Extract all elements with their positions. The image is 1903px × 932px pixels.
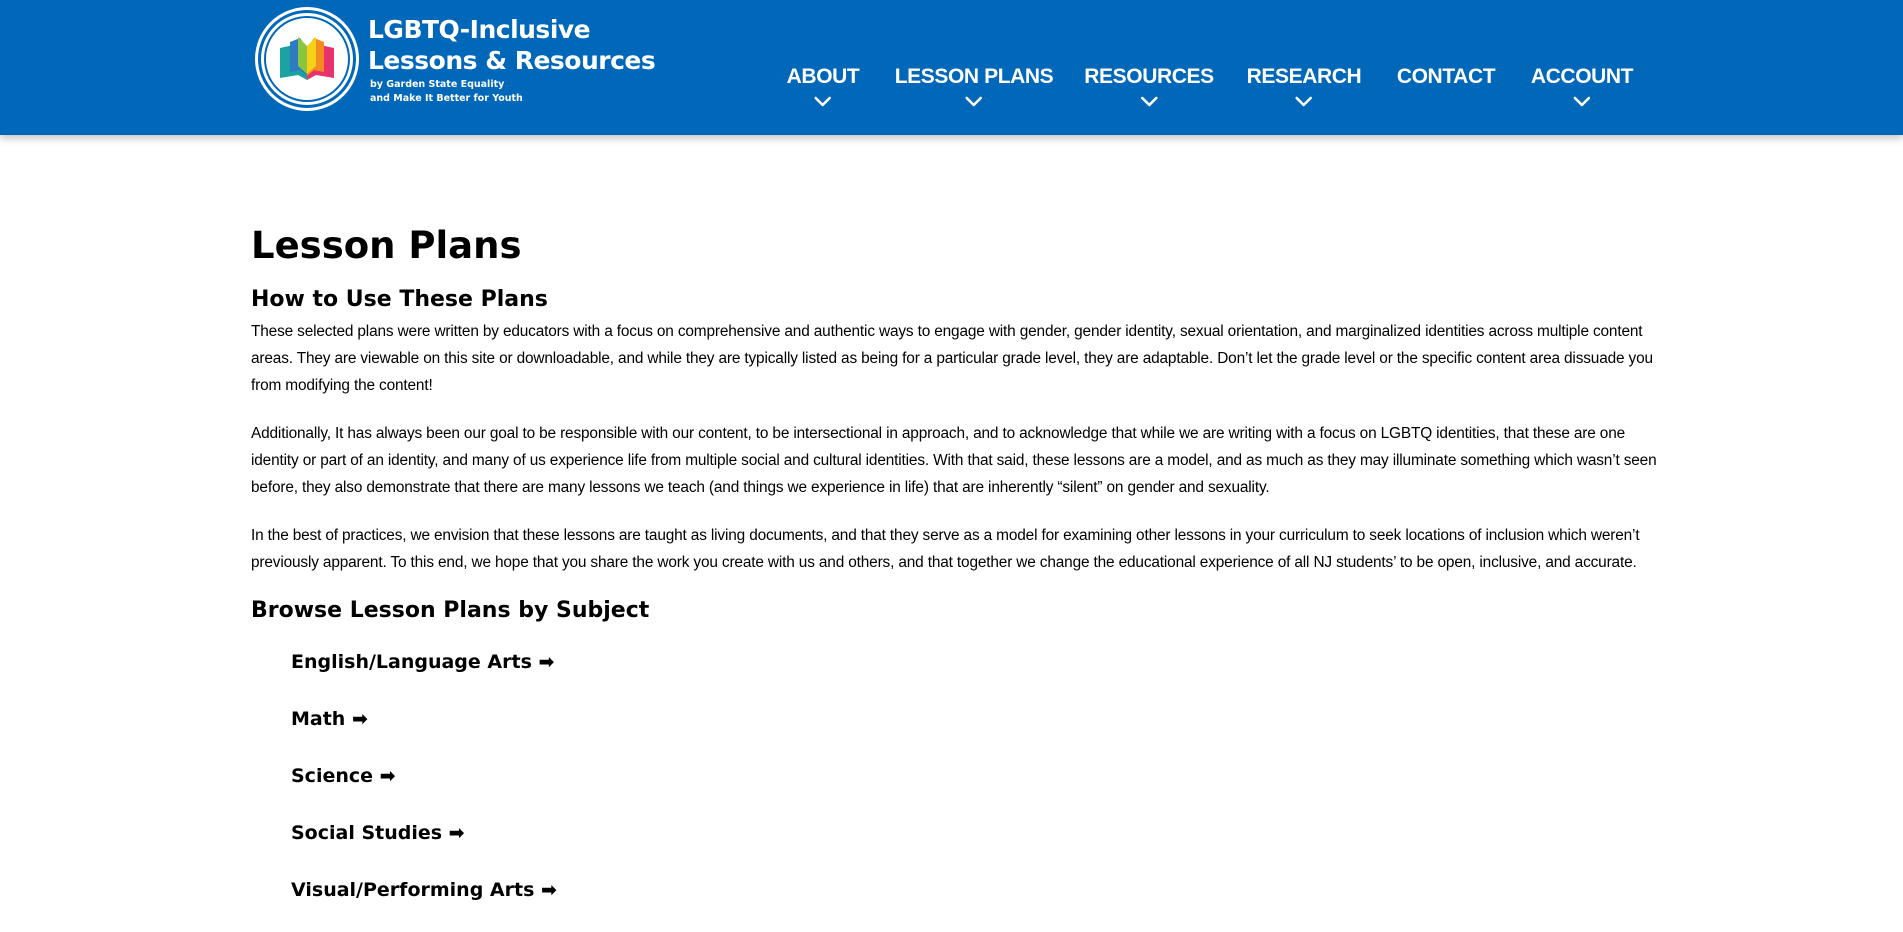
- list-item: [291, 818, 1661, 849]
- nav-account[interactable]: [1531, 62, 1633, 108]
- site-header: [0, 0, 1903, 135]
- nav-resources-label: RESOURCES: [1084, 65, 1214, 88]
- intro-paragraph-2: Additionally, It has always been our goal to be responsible with our content, to be intersectional in approach, and to acknowledge that while we are writing with a focus on LGBTQ identities, that these are one identity or part of an identity, and many of us experience life from multiple social and cultural identities. With that said, these lessons are a model, and as much as they may illuminate something which wasn’t seen before, they also demonstrate that there are many lessons we teach (and things we experience in life) that are inherently “silent” on gender and sexuality.: [251, 425, 1657, 496]
- section-heading-browse-by-subject: Browse Lesson Plans by Subject: [251, 598, 650, 623]
- logo-title-line1: LGBTQ-Inclusive: [368, 15, 591, 44]
- subject-link-english[interactable]: English/Language Arts ➡: [291, 651, 555, 673]
- nav-research[interactable]: [1247, 62, 1362, 108]
- intro-paragraph-1: These selected plans were written by educators with a focus on comprehensive and authentic ways to engage with gender, gender identity, sexual orientation, and marginalized identities across multiple content areas. They are viewable on this site or downloadable, and while they are typically listed as being for a particular grade level, they are adaptable. Don’t let the grade level or the specific content area dissuade you from modifying the content!: [251, 323, 1653, 394]
- nav-about[interactable]: [787, 62, 860, 108]
- nav-lesson-plans-label: LESSON PLANS: [894, 65, 1054, 88]
- subject-link-science[interactable]: Science ➡: [291, 765, 396, 787]
- page-title: Lesson Plans: [251, 224, 522, 267]
- logo-title-line2: Lessons & Resources: [368, 46, 656, 75]
- subject-link-math[interactable]: Math ➡: [291, 708, 368, 730]
- nav-account-label: ACCOUNT: [1530, 65, 1634, 88]
- nav-contact[interactable]: [1397, 62, 1495, 92]
- list-item: [291, 761, 1661, 792]
- logo-subtitle-line2: and Make It Better for Youth: [370, 93, 523, 104]
- chevron-down-icon: [965, 96, 983, 108]
- chevron-down-icon: [1295, 96, 1313, 108]
- chevron-down-icon: [814, 96, 832, 108]
- nav-contact-label: CONTACT: [1396, 65, 1496, 88]
- chevron-down-icon: [1140, 96, 1158, 108]
- list-item: [291, 875, 1661, 906]
- nav-resources[interactable]: [1084, 62, 1213, 108]
- nav-about-label: ABOUT: [786, 65, 860, 88]
- nav-research-label: RESEARCH: [1246, 65, 1362, 88]
- intro-paragraph-3: In the best of practices, we envision that these lessons are taught as living documents, and that they serve as a model for examining other lessons in your curriculum to seek locations of inclusion which weren’t previously apparent. To this end, we hope that you share the work you create with us and others, and that together we change the educational experience of all NJ students’ to be open, inclusive, and accurate.: [251, 527, 1640, 571]
- logo-subtitle-line1: by Garden State Equality: [370, 79, 505, 90]
- main-content: [251, 220, 1661, 932]
- subject-link-social-studies[interactable]: Social Studies ➡: [291, 822, 465, 844]
- subject-list: [291, 647, 1661, 906]
- list-item: [291, 704, 1661, 735]
- subject-link-visual-performing-arts[interactable]: Visual/Performing Arts ➡: [291, 879, 557, 901]
- nav-lesson-plans[interactable]: [895, 62, 1054, 108]
- list-item: [291, 647, 1661, 678]
- chevron-down-icon: [1573, 96, 1591, 108]
- section-heading-how-to-use: How to Use These Plans: [251, 287, 548, 312]
- main-nav: [0, 0, 1903, 135]
